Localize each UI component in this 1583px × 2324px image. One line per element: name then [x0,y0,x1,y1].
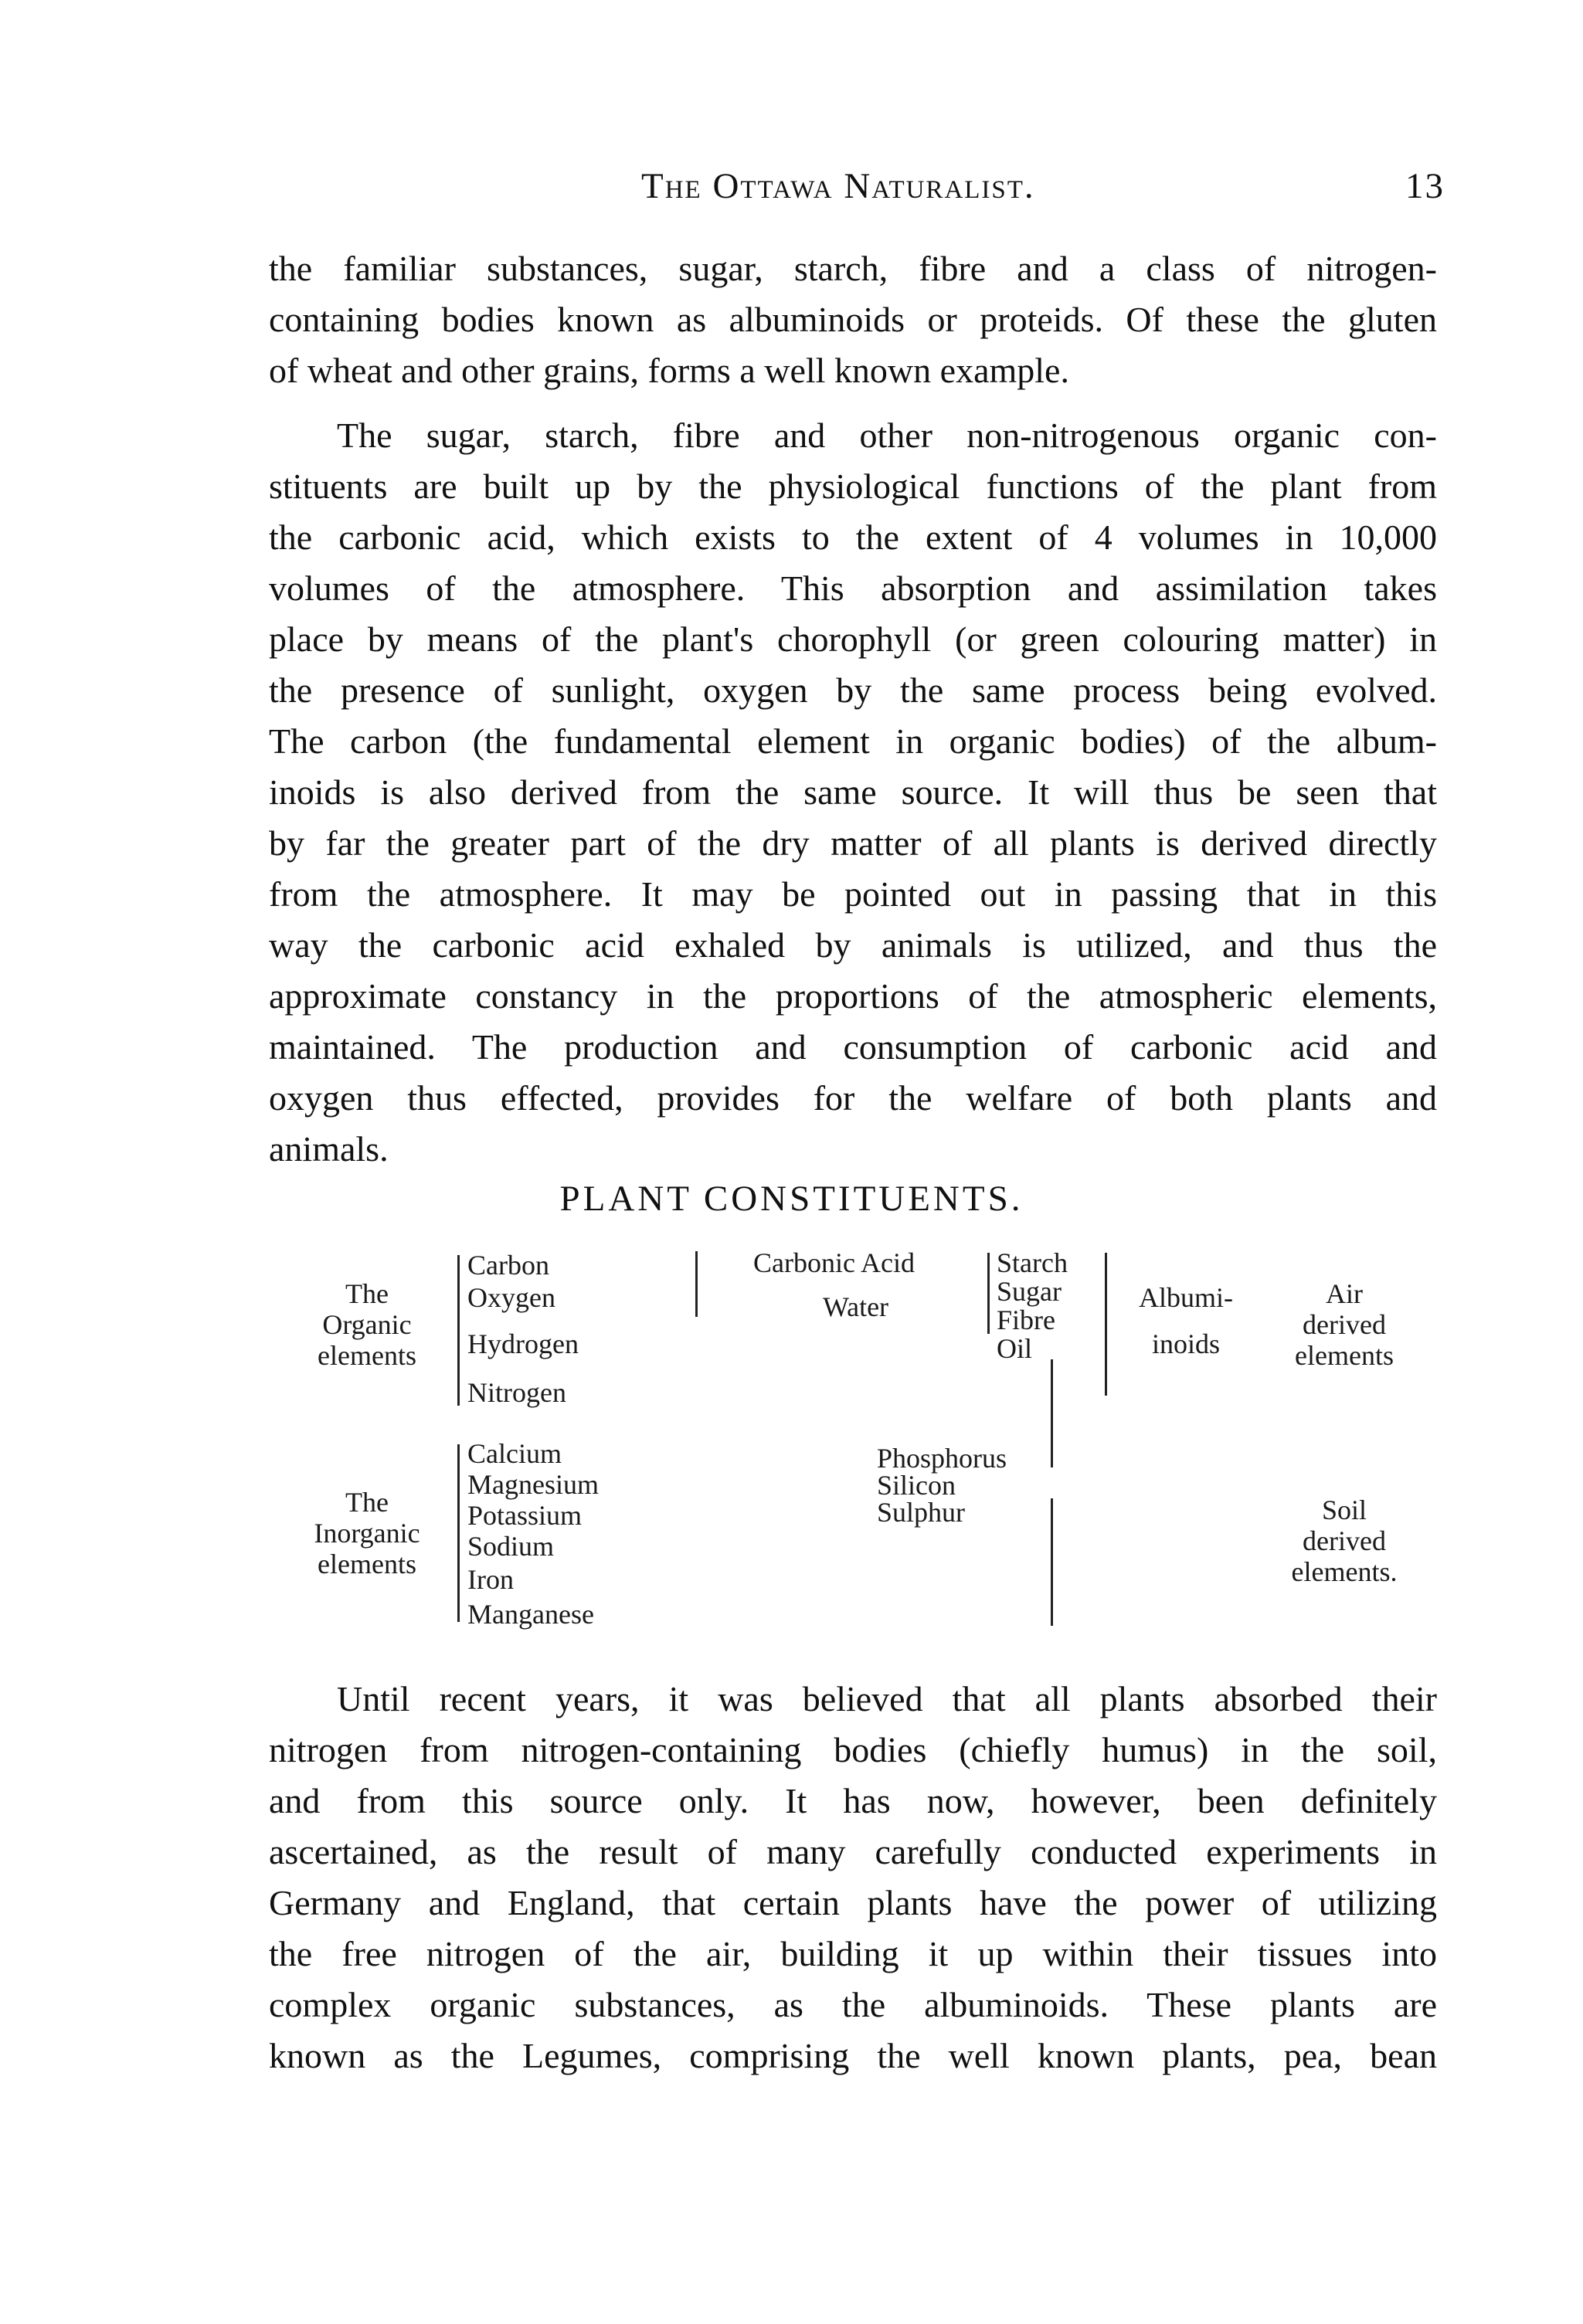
albuminoids-label: Albumi- [1139,1282,1233,1313]
text-line: The sugar, starch, fibre and other non-nitrogenous organic con- [337,416,1437,455]
product-name: Starch [997,1247,1068,1278]
text-line: complex organic substances, as the albuminoids. These plants are [269,1985,1437,2024]
element-name: Calcium [467,1438,562,1469]
product-name: Fibre [997,1304,1055,1335]
text-line: the presence of sunlight, oxygen by the same process being evolved. [269,670,1437,710]
element-name: Potassium [467,1500,583,1531]
element-name: Oxygen [467,1282,555,1313]
inorganic-connector-top [1051,1359,1053,1467]
source-label-soil: elements. [1291,1556,1398,1587]
organic-label-line: Organic [322,1309,412,1340]
text-line: inoids is also derived from the same source. It will thus be seen that [269,772,1437,812]
products-brace [987,1253,990,1334]
text-line: approximate constancy in the proportions of the atmospheric elements, [269,976,1437,1016]
inorganic-label-line: The [345,1487,389,1518]
text-line: volumes of the atmosphere. This absorption and assimilation takes [269,568,1437,608]
other-element-name: Phosphorus [877,1443,1007,1474]
text-line: and from this source only. It has now, however, been definitely [269,1781,1437,1820]
element-name: Magnesium [467,1469,599,1500]
text-line: stituents are built up by the physiological functions of the plant from [269,466,1437,506]
other-element-name: Sulphur [877,1497,966,1528]
albuminoids-label: inoids [1151,1328,1220,1359]
text-line: The carbon (the fundamental element in organic bodies) of the album- [269,721,1437,761]
compound-name: Water [823,1291,889,1322]
source-label-soil: Soil [1321,1494,1367,1525]
element-name: Hydrogen [467,1328,579,1359]
text-line: Germany and England, that certain plants have the power of utilizing [269,1883,1437,1922]
albuminoids-brace [1105,1253,1107,1396]
source-label-air: derived [1303,1309,1386,1340]
source-label-air: Air [1326,1278,1363,1309]
element-name: Manganese [467,1599,594,1630]
text-line: Until recent years, it was believed that all plants absorbed their [337,1679,1437,1718]
text-line: place by means of the plant's chorophyll (or green colouring matter) in [269,619,1437,659]
inorganic-label-line: elements [318,1549,416,1579]
organic-elements-brace [457,1255,460,1406]
element-name: Nitrogen [467,1377,566,1408]
text-line: way the carbonic acid exhaled by animals is utilized, and thus the [269,925,1437,965]
organic-label-line: elements [318,1340,416,1371]
text-line: oxygen thus effected, provides for the welfare of both plants and [269,1078,1437,1118]
text-line: known as the Legumes, comprising the well known plants, pea, bean [269,2036,1437,2075]
element-name: Carbon [467,1250,549,1281]
text-line: maintained. The production and consumption of carbonic acid and [269,1027,1437,1067]
text-line: the free nitrogen of the air, building it up within their tissues into [269,1934,1437,1973]
inorganic-elements-brace [457,1444,460,1622]
organic-label-line: The [345,1278,389,1309]
text-line: nitrogen from nitrogen-containing bodies (chiefly humus) in the soil, [269,1730,1437,1769]
source-label-soil: derived [1303,1525,1386,1556]
element-name: Sodium [467,1531,555,1562]
text-line: ascertained, as the result of many carefully conducted experiments in [269,1832,1437,1871]
running-header [641,165,1445,212]
text-line: containing bodies known as albuminoids or proteids. Of these the gluten [269,300,1437,339]
text-line: by far the greater part of the dry matter of all plants is derived directly [269,823,1437,863]
compounds-brace [695,1251,698,1317]
text-line: animals. [269,1129,389,1169]
product-name: Sugar [997,1276,1062,1307]
table-heading: PLANT CONSTITUENTS. [559,1179,1024,1219]
text-line: from the atmosphere. It may be pointed out in passing that in this [269,874,1437,914]
text-line: of wheat and other grains, forms a well known example. [269,351,1069,390]
compound-name: Carbonic Acid [753,1247,915,1278]
journal-title: The Ottawa Naturalist. [641,166,1035,206]
product-name: Oil [997,1333,1033,1364]
source-label-air: elements [1295,1340,1394,1371]
text-line: the familiar substances, sugar, starch, fibre and a class of nitrogen- [269,249,1437,288]
inorganic-label-line: Inorganic [314,1518,420,1549]
page-number: 13 [1405,166,1445,206]
inorganic-connector-bottom [1051,1498,1053,1626]
text-line: the carbonic acid, which exists to the extent of 4 volumes in 10,000 [269,517,1437,557]
other-element-name: Silicon [877,1470,956,1501]
element-name: Iron [467,1564,514,1595]
